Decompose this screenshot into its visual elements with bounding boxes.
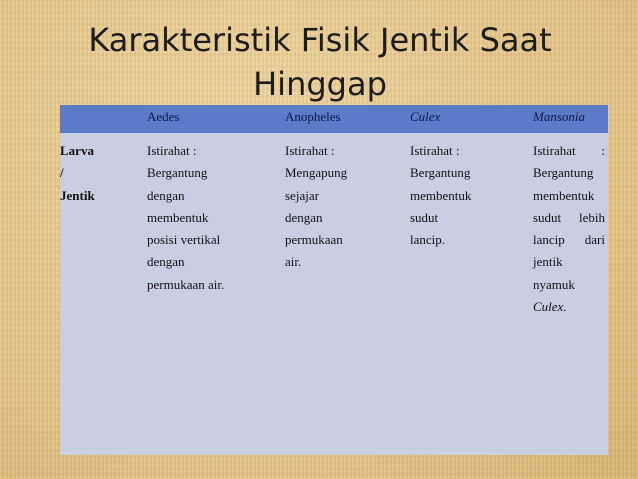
mansonia-line: lancip dari	[533, 232, 605, 248]
culex-line: membentuk	[410, 187, 472, 203]
slide-title-line-1: Karakteristik Fisik Jentik Saat	[88, 21, 552, 59]
aedes-line: dengan	[147, 254, 185, 270]
slide-title	[60, 18, 580, 106]
mansonia-line: Bergantung	[533, 165, 594, 181]
mansonia-cell	[533, 140, 605, 318]
table-header-row	[60, 105, 608, 133]
slide-title-line-2: Hinggap	[253, 65, 387, 103]
header-mansonia: Mansonia	[533, 109, 585, 124]
mansonia-line: nyamuk	[533, 276, 575, 292]
header-aedes: Aedes	[147, 109, 180, 124]
header-culex: Culex	[410, 109, 441, 124]
mansonia-line: membentuk	[533, 187, 595, 203]
aedes-line: membentuk	[147, 209, 209, 225]
row-label-line: Larva	[60, 143, 94, 158]
header-anopheles: Anopheles	[285, 109, 341, 124]
anopheles-line: air.	[285, 254, 302, 270]
mansonia-line: sudut lebih	[533, 209, 605, 225]
mansonia-line: jentik	[533, 254, 563, 270]
anopheles-line: dengan	[285, 209, 323, 225]
culex-cell	[410, 140, 520, 251]
aedes-line: Istirahat :	[147, 143, 197, 158]
aedes-line: posisi vertikal	[147, 232, 221, 248]
aedes-line: Bergantung	[147, 165, 208, 181]
anopheles-line: sejajar	[285, 187, 319, 203]
aedes-line: dengan	[147, 187, 185, 203]
culex-line: Bergantung	[410, 165, 471, 181]
aedes-cell	[147, 140, 267, 296]
anopheles-line: Istirahat :	[285, 143, 335, 158]
aedes-line: permukaan air.	[147, 276, 225, 292]
culex-line: Istirahat :	[410, 143, 460, 158]
row-label-cell	[60, 140, 110, 207]
mansonia-line: Culex.	[533, 299, 567, 315]
row-label-line: Jentik	[60, 187, 95, 203]
anopheles-cell	[285, 140, 395, 274]
anopheles-line: permukaan	[285, 232, 343, 248]
culex-line: lancip.	[410, 232, 446, 248]
comparison-table	[60, 105, 608, 455]
culex-line: sudut	[410, 209, 439, 225]
row-label-line: /	[60, 165, 64, 181]
anopheles-line: Mengapung	[285, 165, 348, 181]
mansonia-line: Istirahat :	[533, 143, 605, 158]
